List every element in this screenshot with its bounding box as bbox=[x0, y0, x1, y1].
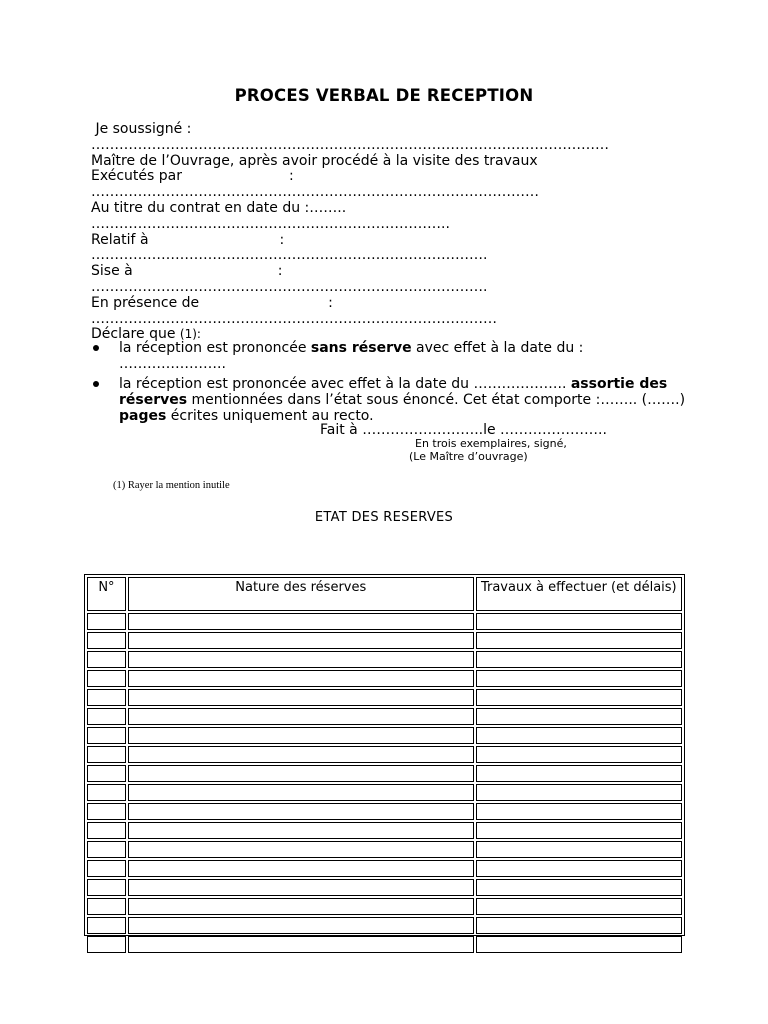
cell-travaux[interactable] bbox=[476, 765, 682, 782]
cell-nature[interactable] bbox=[128, 670, 474, 687]
presence-line bbox=[91, 296, 691, 312]
table-row bbox=[87, 841, 682, 858]
cell-numero[interactable] bbox=[87, 689, 126, 706]
reserves-table bbox=[85, 575, 684, 955]
cell-numero[interactable] bbox=[87, 898, 126, 915]
sise-dotted-line: …………………………………………………………………………. bbox=[91, 279, 488, 295]
reception-options bbox=[91, 340, 691, 428]
table-row bbox=[87, 898, 682, 915]
option-avec-reserves bbox=[91, 376, 691, 424]
presence-label: En présence de bbox=[91, 294, 200, 311]
declaration-fields bbox=[91, 122, 691, 343]
cell-nature[interactable] bbox=[128, 746, 474, 763]
table-row bbox=[87, 708, 682, 725]
cell-nature[interactable] bbox=[128, 898, 474, 915]
cell-travaux[interactable] bbox=[476, 860, 682, 877]
cell-numero[interactable] bbox=[87, 651, 126, 668]
maitre-ouvrage-line: Maître de l’Ouvrage, après avoir procédé à la visite des travaux bbox=[91, 152, 538, 169]
cell-numero[interactable] bbox=[87, 860, 126, 877]
table-row bbox=[87, 727, 682, 744]
header-numero: N° bbox=[87, 577, 126, 611]
option2-pages-bold: pages bbox=[119, 408, 167, 424]
soussigne-label: Je soussigné : bbox=[91, 121, 192, 137]
presence-dotted-line: …………………………………………………………………………… bbox=[91, 311, 497, 327]
option1-bold: sans réserve bbox=[310, 340, 412, 356]
option-sans-reserve bbox=[91, 340, 691, 372]
cell-travaux[interactable] bbox=[476, 936, 682, 953]
cell-numero[interactable] bbox=[87, 879, 126, 896]
cell-nature[interactable] bbox=[128, 784, 474, 801]
cell-numero[interactable] bbox=[87, 670, 126, 687]
cell-travaux[interactable] bbox=[476, 879, 682, 896]
table-row bbox=[87, 689, 682, 706]
table-row bbox=[87, 822, 682, 839]
cell-nature[interactable] bbox=[128, 860, 474, 877]
exemplaires-line: En trois exemplaires, signé, bbox=[415, 437, 567, 450]
cell-nature[interactable] bbox=[128, 765, 474, 782]
relatif-line bbox=[91, 233, 691, 249]
cell-travaux[interactable] bbox=[476, 803, 682, 820]
table-header-row bbox=[87, 577, 682, 611]
cell-travaux[interactable] bbox=[476, 689, 682, 706]
fait-a-line: Fait à ……………………..le ………………….. bbox=[320, 422, 607, 438]
cell-travaux[interactable] bbox=[476, 632, 682, 649]
option2-text: la réception est prononcée avec effet à la date du ……………….. bbox=[119, 376, 571, 392]
table-body bbox=[87, 613, 682, 953]
table-row bbox=[87, 651, 682, 668]
cell-numero[interactable] bbox=[87, 765, 126, 782]
table-row bbox=[87, 613, 682, 630]
contrat-dotted-line: ………………………………………………………………….. bbox=[91, 216, 450, 232]
cell-nature[interactable] bbox=[128, 613, 474, 630]
option1-text-end: avec effet à la date du : ………………….. bbox=[119, 340, 584, 372]
bullet-icon bbox=[93, 345, 99, 351]
option2-text-end: écrites uniquement au recto. bbox=[166, 408, 374, 424]
cell-nature[interactable] bbox=[128, 651, 474, 668]
table-row bbox=[87, 879, 682, 896]
cell-nature[interactable] bbox=[128, 708, 474, 725]
cell-travaux[interactable] bbox=[476, 746, 682, 763]
table-row bbox=[87, 803, 682, 820]
relatif-colon: : bbox=[279, 231, 285, 248]
cell-travaux[interactable] bbox=[476, 898, 682, 915]
cell-numero[interactable] bbox=[87, 613, 126, 630]
declare-note-ref: (1): bbox=[179, 327, 201, 342]
cell-nature[interactable] bbox=[128, 803, 474, 820]
table-row bbox=[87, 632, 682, 649]
executes-dotted-line: …………………………………………………………………………………… bbox=[91, 185, 539, 201]
cell-numero[interactable] bbox=[87, 784, 126, 801]
cell-numero[interactable] bbox=[87, 841, 126, 858]
sise-colon: : bbox=[277, 263, 283, 280]
reserves-table-frame bbox=[84, 574, 685, 936]
cell-travaux[interactable] bbox=[476, 613, 682, 630]
cell-nature[interactable] bbox=[128, 841, 474, 858]
option1-text: la réception est prononcée bbox=[119, 340, 311, 356]
cell-numero[interactable] bbox=[87, 822, 126, 839]
relatif-label: Relatif à bbox=[91, 231, 149, 248]
table-row bbox=[87, 917, 682, 934]
cell-numero[interactable] bbox=[87, 708, 126, 725]
presence-colon: : bbox=[328, 294, 333, 311]
document-title: PROCES VERBAL DE RECEPTION bbox=[234, 86, 534, 105]
etat-reserves-title: ETAT DES RESERVES bbox=[314, 510, 454, 525]
footnote: (1) Rayer la mention inutile bbox=[113, 480, 230, 491]
contrat-line: Au titre du contrat en date du :…….. bbox=[91, 199, 347, 216]
cell-numero[interactable] bbox=[87, 936, 126, 953]
cell-numero[interactable] bbox=[87, 632, 126, 649]
cell-nature[interactable] bbox=[128, 879, 474, 896]
signatory-line: (Le Maître d’ouvrage) bbox=[409, 450, 528, 463]
cell-nature[interactable] bbox=[128, 822, 474, 839]
table-row bbox=[87, 784, 682, 801]
option2-bold: assortie des réserves bbox=[119, 376, 668, 408]
cell-numero[interactable] bbox=[87, 917, 126, 934]
cell-travaux[interactable] bbox=[476, 822, 682, 839]
cell-travaux[interactable] bbox=[476, 708, 682, 725]
cell-nature[interactable] bbox=[128, 936, 474, 953]
sise-label: Sise à bbox=[91, 263, 133, 280]
table-row bbox=[87, 936, 682, 953]
cell-numero[interactable] bbox=[87, 746, 126, 763]
cell-nature[interactable] bbox=[128, 632, 474, 649]
header-travaux: Travaux à effectuer (et délais) bbox=[476, 577, 682, 611]
table-row bbox=[87, 765, 682, 782]
cell-nature[interactable] bbox=[128, 917, 474, 934]
cell-travaux[interactable] bbox=[476, 727, 682, 744]
declare-label: Déclare que bbox=[91, 326, 176, 343]
executes-par-line bbox=[91, 169, 691, 185]
cell-nature[interactable] bbox=[128, 689, 474, 706]
sise-line bbox=[91, 264, 691, 280]
executes-par-label: Exécutés par bbox=[91, 168, 182, 185]
soussigne-dotted-line: ………………………………………………………………………………………………… bbox=[91, 137, 609, 153]
table-row bbox=[87, 860, 682, 877]
option2-text-mid: mentionnées dans l’état sous énoncé. Cet état comporte :…….. (…….) bbox=[187, 392, 686, 408]
relatif-dotted-line: …………………………………………………………………………. bbox=[91, 248, 488, 264]
header-nature: Nature des réserves bbox=[128, 577, 474, 611]
executes-colon: : bbox=[288, 168, 294, 185]
cell-travaux[interactable] bbox=[476, 917, 682, 934]
cell-travaux[interactable] bbox=[476, 670, 682, 687]
table-row bbox=[87, 670, 682, 687]
cell-travaux[interactable] bbox=[476, 784, 682, 801]
table-row bbox=[87, 746, 682, 763]
cell-numero[interactable] bbox=[87, 803, 126, 820]
bullet-icon bbox=[93, 381, 99, 387]
cell-nature[interactable] bbox=[128, 727, 474, 744]
cell-numero[interactable] bbox=[87, 727, 126, 744]
cell-travaux[interactable] bbox=[476, 651, 682, 668]
cell-travaux[interactable] bbox=[476, 841, 682, 858]
